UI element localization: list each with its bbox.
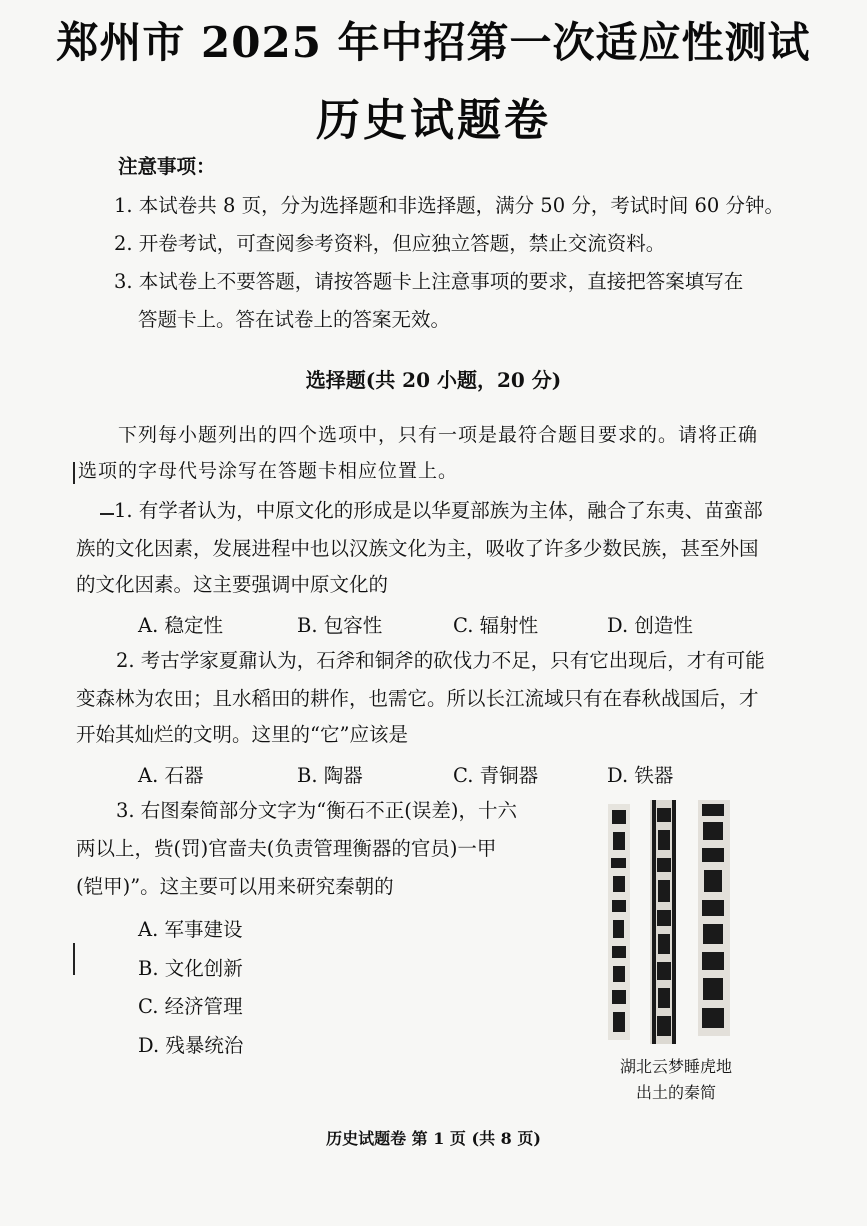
q3-option-a: A. 军事建设 [138,918,243,941]
q1-line-2: 族的文化因素，发展进程中也以汉族文化为主，吸收了许多少数民族，甚至外国 [76,537,759,560]
scan-mark [73,462,75,484]
section-instruction-2: 选项的字母代号涂写在答题卡相应位置上。 [78,460,459,482]
q1-line-1: 1. 有学者认为，中原文化的形成是以华夏部族为主体，融合了东夷、苗蛮部 [114,499,763,522]
q2-line-1: 2. 考古学家夏鼐认为，石斧和铜斧的砍伐力不足，只有它出现后，才有可能 [116,649,765,672]
q1-option-b: B. 包容性 [297,614,383,637]
notice-item-2: 2. 开卷考试，可查阅参考资料，但应独立答题，禁止交流资料。 [114,232,666,255]
q2-option-b: B. 陶器 [297,764,363,787]
notice-item-1: 1. 本试卷共 8 页，分为选择题和非选择题，满分 50 分，考试时间 60 分钟。 [114,194,785,217]
q1-option-d: D. 创造性 [607,614,693,637]
section-title: 选择题(共 20 小题，20 分) [305,368,562,392]
q3-option-b: B. 文化创新 [138,957,243,980]
notice-item-3: 3. 本试卷上不要答题，请按答题卡上注意事项的要求，直接把答案填写在 [114,270,744,293]
q3-line-2: 两以上，赀(罚)官啬夫(负责管理衡器的官员)一甲 [76,837,497,860]
q1-option-a: A. 稳定性 [138,614,223,637]
scan-mark [73,943,75,975]
q2-option-a: A. 石器 [138,764,204,787]
exam-title: 郑州市 2025 年中招第一次适应性测试 [56,18,811,67]
scan-mark [100,513,114,515]
q2-line-3: 开始其灿烂的文明。这里的“它”应该是 [76,723,408,746]
q1-option-c: C. 辐射性 [453,614,539,637]
notice-item-3-cont: 答题卡上。答在试卷上的答案无效。 [138,308,451,331]
qin-bamboo-slips-image [600,798,750,1046]
q3-line-1: 3. 右图秦简部分文字为“衡石不正(误差)，十六 [116,799,517,822]
figure-caption-1: 湖北云梦睡虎地 [619,1057,732,1076]
notice-heading: 注意事项： [118,155,216,178]
page-footer: 历史试题卷 第 1 页 (共 8 页) [326,1129,541,1148]
q2-line-2: 变森林为农田；且水稻田的耕作，也需它。所以长江流域只有在春秋战国后，才 [76,687,759,710]
figure-caption-2: 出土的秦简 [635,1083,716,1102]
section-instruction-1: 下列每小题列出的四个选项中，只有一项是最符合题目要求的。请将正确 [118,424,759,446]
q1-line-3: 的文化因素。这主要强调中原文化的 [76,573,389,596]
q3-option-c: C. 经济管理 [138,995,243,1018]
exam-subtitle: 历史试题卷 [316,95,551,146]
q3-option-d: D. 残暴统治 [138,1034,244,1057]
q2-option-d: D. 铁器 [607,764,674,787]
q3-line-3: (铠甲)”。这主要可以用来研究秦朝的 [76,875,394,898]
q2-option-c: C. 青铜器 [453,764,539,787]
